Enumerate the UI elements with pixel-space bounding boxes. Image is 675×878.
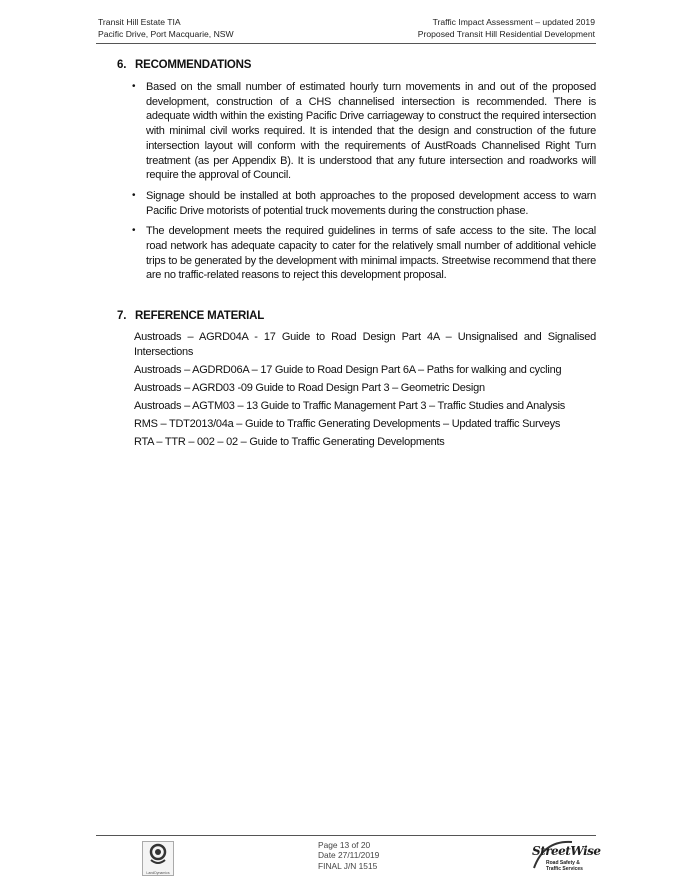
streetwise-logo bbox=[532, 838, 601, 876]
section-6-heading bbox=[117, 59, 251, 71]
reference-item: RMS – TDT2013/04a – Guide to Traffic Generating Developments – Updated traffic Surveys bbox=[134, 417, 561, 430]
reference-item: RTA – TTR – 002 – 02 – Guide to Traffic Generating Developments bbox=[134, 436, 445, 449]
footer-info bbox=[318, 840, 379, 871]
streetwise-logo-text: StreetWise bbox=[532, 844, 601, 858]
footer-status: FINAL J/N 1515 bbox=[318, 860, 378, 871]
header-divider bbox=[96, 43, 596, 44]
streetwise-logo-subtitle bbox=[546, 860, 583, 872]
footer-date: Date 27/11/2019 bbox=[318, 850, 380, 861]
footer-divider bbox=[96, 835, 596, 836]
bullet-icon: • bbox=[132, 81, 136, 92]
recommendation-text: Signage should be installed at both approaches to the proposed development access to warn Pacific Drive motorists of potential truck movements during the construction phase. bbox=[146, 189, 596, 217]
reference-item: Austroads – AGRD03 -09 Guide to Road Design Part 3 – Geometric Design bbox=[134, 381, 485, 394]
page-number: Page 13 of 20 bbox=[318, 840, 371, 850]
bullet-icon: • bbox=[132, 189, 136, 201]
section-7-number: 7. bbox=[117, 310, 127, 322]
landdynamics-logo bbox=[142, 841, 174, 876]
landdynamics-logo-icon bbox=[143, 842, 173, 868]
section-6-number: 6. bbox=[117, 59, 127, 71]
streetwise-logo-sub1: Road Safety & bbox=[546, 860, 580, 866]
landdynamics-logo-text: LandDynamics bbox=[146, 871, 170, 875]
recommendation-text: The development meets the required guidelines in terms of safe access to the site. The local road network has adequate capacity to cater for the relatively small number of additional vehicle trips to be generated by the development with minimal impacts. Streetwise recommend that there are no traffic-related reasons to reject this development proposal. bbox=[146, 225, 596, 282]
header-development: Proposed Transit Hill Residential Development bbox=[417, 29, 595, 39]
recommendation-text: Based on the small number of estimated hourly turn movements in and out of the proposed development, construction of a CHS channelised intersection is recommended. There is adequate width within the existing Pacific Drive carriageway to construct the required intersection with minimal civil works required. It is intended that the design and construction of the future intersection layout will conform with the requirements of AustRoads Channelised Right Turn treatment (as per Appendix B). It is understood that any future intersection and roadworks will require the approval of Council. bbox=[146, 81, 596, 182]
recommendations-list bbox=[132, 80, 596, 289]
section-6-title: RECOMMENDATIONS bbox=[135, 59, 252, 71]
list-item bbox=[132, 189, 596, 218]
bullet-icon: • bbox=[132, 225, 136, 237]
list-item bbox=[132, 224, 596, 283]
header-report-title: Traffic Impact Assessment – updated 2019 bbox=[432, 17, 595, 27]
header-location: Pacific Drive, Port Macquarie, NSW bbox=[98, 29, 234, 39]
section-7-title: REFERENCE MATERIAL bbox=[135, 310, 265, 322]
header-left bbox=[98, 16, 234, 40]
header-project: Transit Hill Estate TIA bbox=[98, 17, 181, 27]
section-7-heading bbox=[117, 310, 264, 322]
streetwise-logo-sub2: Traffic Services bbox=[546, 866, 583, 872]
reference-item: Austroads – AGRD04A - 17 Guide to Road Design Part 4A – Unsignalised and Signalised Intersections bbox=[134, 331, 596, 358]
list-item bbox=[132, 80, 596, 183]
header-right bbox=[418, 16, 595, 40]
reference-item: Austroads – AGDRD06A – 17 Guide to Road Design Part 6A – Paths for walking and cycling bbox=[134, 363, 562, 376]
reference-list bbox=[134, 330, 596, 453]
reference-item: Austroads – AGTM03 – 13 Guide to Traffic Management Part 3 – Traffic Studies and Analysis bbox=[134, 399, 566, 412]
